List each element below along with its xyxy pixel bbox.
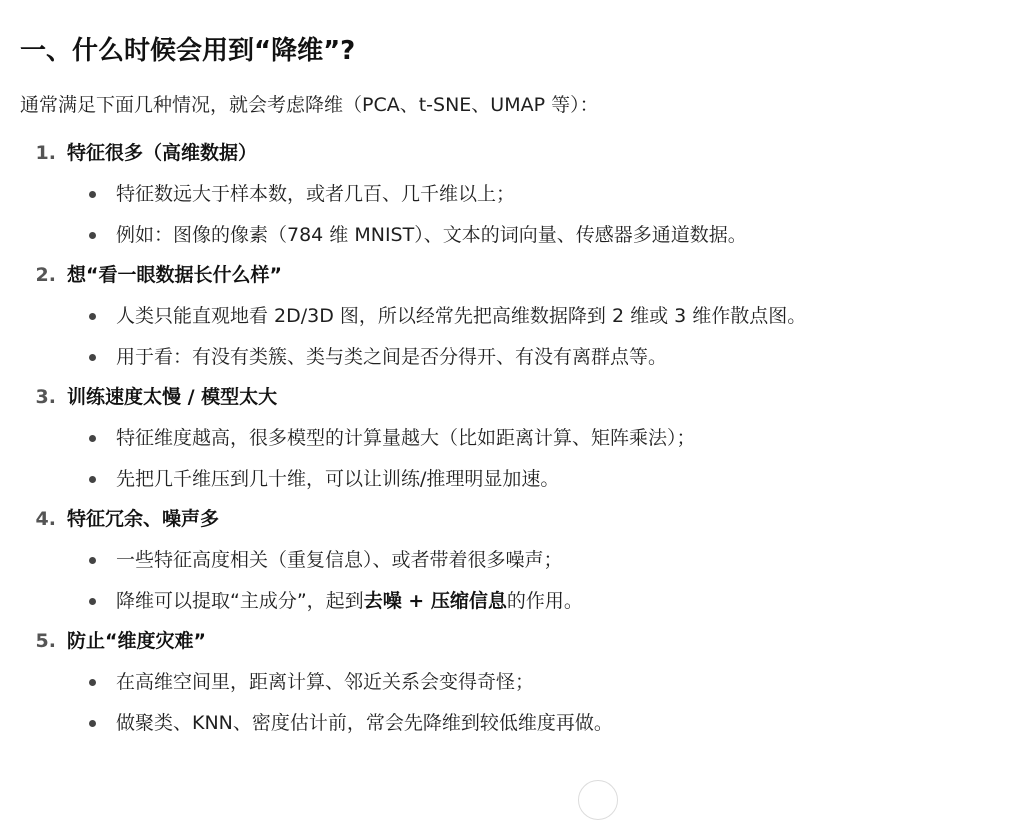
bullet-dot-icon — [89, 313, 96, 320]
list-item-text: 特征数远大于样本数，或者几百、几千维以上； — [116, 183, 516, 205]
list-item-text: 一些特征高度相关（重复信息）、或者带着很多噪声； — [116, 549, 563, 571]
section-1-title — [20, 139, 1000, 179]
section-3-title — [20, 383, 1000, 423]
section-3-label: 训练速度太慢 / 模型太大 — [67, 386, 278, 408]
bullet-dot-icon — [89, 191, 96, 198]
bullet-dot-icon — [89, 435, 96, 442]
bullet-dot-icon — [89, 354, 96, 361]
section-4-bullets — [20, 545, 1000, 627]
section-2-number: 2. — [35, 264, 56, 286]
list-item — [20, 342, 1000, 383]
section-5 — [20, 627, 1000, 751]
section-1 — [20, 139, 1000, 261]
section-5-label: 防止“维度灾难” — [67, 630, 206, 652]
scroll-down-button[interactable] — [578, 780, 618, 820]
list-item-text: 例如：图像的像素（784 维 MNIST）、文本的词向量、传感器多通道数据。 — [116, 224, 747, 246]
section-3 — [20, 383, 1000, 505]
list-item-text: 做聚类、KNN、密度估计前，常会先降维到较低维度再做。 — [116, 712, 613, 734]
bullet-dot-icon — [89, 720, 96, 727]
list-item-text: 在高维空间里，距离计算、邻近关系会变得奇怪； — [116, 671, 535, 693]
section-4 — [20, 505, 1000, 627]
section-2-label: 想“看一眼数据长什么样” — [67, 264, 282, 286]
list-item — [20, 545, 1000, 586]
section-1-label: 特征很多（高维数据） — [67, 142, 258, 164]
section-2-bullets — [20, 301, 1000, 383]
list-item-text-tail: 的作用。 — [506, 590, 583, 612]
bullet-dot-icon — [89, 679, 96, 686]
list-item — [20, 423, 1000, 464]
list-item — [20, 301, 1000, 342]
section-5-bullets — [20, 667, 1000, 751]
list-item — [20, 667, 1000, 708]
section-2-title — [20, 261, 1000, 301]
list-item-text: 人类只能直观地看 2D/3D 图，所以经常先把高维数据降到 2 维或 3 维作散点图。 — [116, 305, 807, 327]
list-item — [20, 708, 1000, 751]
section-2 — [20, 261, 1000, 383]
section-list — [20, 139, 1000, 751]
list-item-text: 用于看：有没有类簇、类与类之间是否分得开、有没有离群点等。 — [116, 346, 668, 368]
section-4-title — [20, 505, 1000, 545]
list-item-text: 特征维度越高，很多模型的计算量越大（比如距离计算、矩阵乘法）； — [116, 427, 696, 449]
list-item-text: 降维可以提取“主成分”，起到 — [116, 590, 364, 612]
list-item — [20, 464, 1000, 505]
section-5-number: 5. — [35, 630, 56, 652]
list-item — [20, 220, 1000, 261]
section-3-bullets — [20, 423, 1000, 505]
list-item-text: 先把几千维压到几十维，可以让训练/推理明显加速。 — [116, 468, 560, 490]
intro-paragraph: 通常满足下面几种情况，就会考虑降维（PCA、t-SNE、UMAP 等）： — [20, 94, 599, 116]
list-item — [20, 179, 1000, 220]
section-1-bullets — [20, 179, 1000, 261]
page-title: 一、什么时候会用到“降维”? — [20, 36, 356, 66]
section-1-number: 1. — [35, 142, 56, 164]
bullet-dot-icon — [89, 476, 96, 483]
section-4-number: 4. — [35, 508, 56, 530]
section-4-label: 特征冗余、噪声多 — [67, 508, 220, 530]
emphasis-text: 去噪 + 压缩信息 — [363, 590, 507, 612]
section-3-number: 3. — [35, 386, 56, 408]
bullet-dot-icon — [89, 557, 96, 564]
bullet-dot-icon — [89, 232, 96, 239]
list-item — [20, 586, 1000, 627]
section-5-title — [20, 627, 1000, 667]
bullet-dot-icon — [89, 598, 96, 605]
